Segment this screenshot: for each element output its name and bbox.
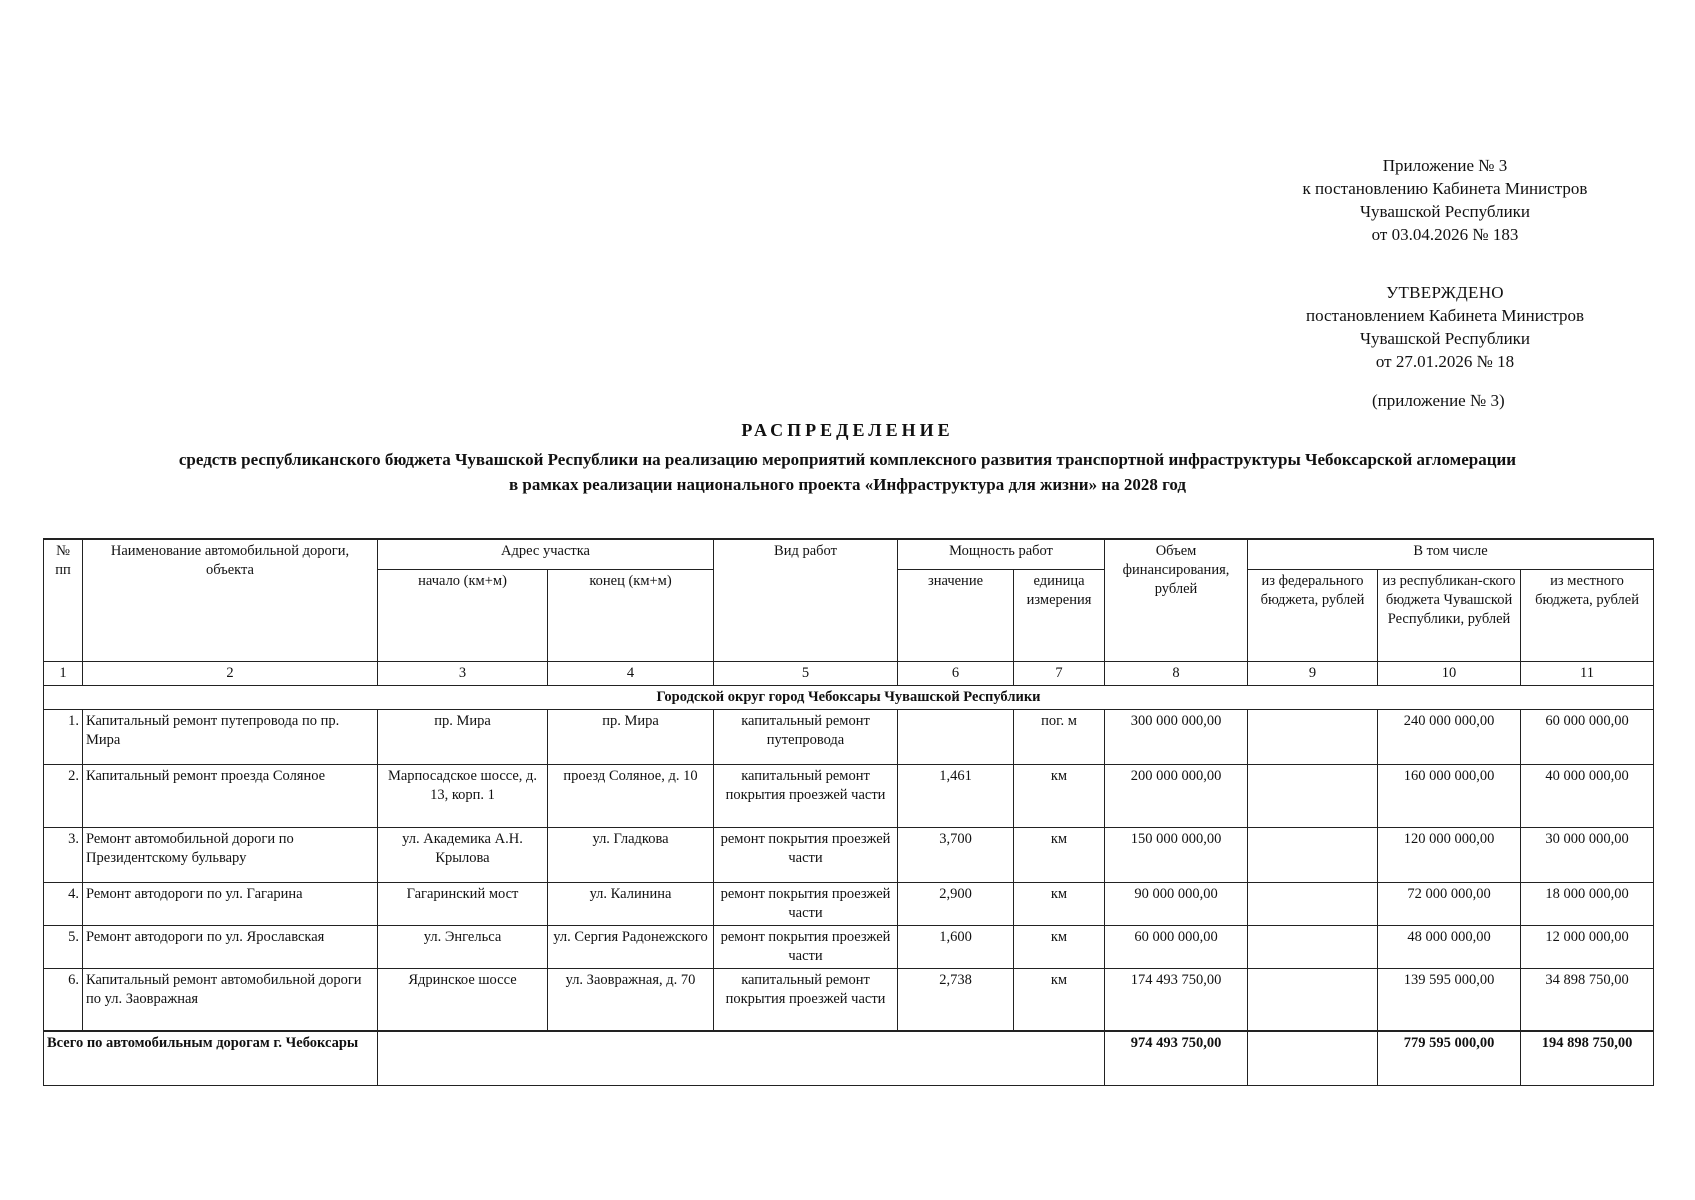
- row-federal: [1248, 968, 1378, 1031]
- row-local: 12 000 000,00: [1521, 925, 1654, 968]
- row-total: 300 000 000,00: [1105, 709, 1248, 764]
- row-unit: пог. м: [1014, 709, 1105, 764]
- column-number: 10: [1378, 661, 1521, 685]
- row-unit: км: [1014, 882, 1105, 925]
- header-republic: из республикан-ского бюджета Чувашской Республики, рублей: [1378, 569, 1521, 661]
- header-start: начало (км+м): [378, 569, 548, 661]
- header-federal: из федерального бюджета, рублей: [1248, 569, 1378, 661]
- row-start: Ядринское шоссе: [378, 968, 548, 1031]
- row-end: ул. Гладкова: [548, 827, 714, 882]
- column-number: 6: [898, 661, 1014, 685]
- appendix-line-1: Приложение № 3: [1382, 156, 1508, 175]
- row-value: 1,461: [898, 764, 1014, 827]
- row-end: ул. Калинина: [548, 882, 714, 925]
- column-number: 3: [378, 661, 548, 685]
- row-name: Капитальный ремонт проезда Соляное: [83, 764, 378, 827]
- document-subtitle-line-1: средств республиканского бюджета Чувашской Республики на реализацию мероприятий комплексного развития транспортной инфраструктуры Чебоксарской агломерации: [178, 450, 1517, 469]
- column-number: 2: [83, 661, 378, 685]
- row-value: [898, 709, 1014, 764]
- approved-block: [1285, 281, 1605, 373]
- document-title: РАСПРЕДЕЛЕНИЕ: [741, 420, 954, 440]
- column-number-row: [44, 661, 1654, 685]
- row-total: 90 000 000,00: [1105, 882, 1248, 925]
- column-number: 1: [44, 661, 83, 685]
- row-start: ул. Энгельса: [378, 925, 548, 968]
- row-local: 18 000 000,00: [1521, 882, 1654, 925]
- row-num: 4.: [44, 882, 83, 925]
- row-unit: км: [1014, 925, 1105, 968]
- row-total: 60 000 000,00: [1105, 925, 1248, 968]
- column-number: 11: [1521, 661, 1654, 685]
- row-republic: 160 000 000,00: [1378, 764, 1521, 827]
- header-funding: Объем финансирования, рублей: [1105, 539, 1248, 661]
- table-row: [44, 968, 1654, 1031]
- column-number: 5: [714, 661, 898, 685]
- row-republic: 139 595 000,00: [1378, 968, 1521, 1031]
- row-work: капитальный ремонт путепровода: [714, 709, 898, 764]
- appendix-line-2: к постановлению Кабинета Министров: [1302, 179, 1588, 198]
- row-republic: 120 000 000,00: [1378, 827, 1521, 882]
- approved-line-2: постановлением Кабинета Министров: [1305, 306, 1585, 325]
- row-work: ремонт покрытия проезжей части: [714, 882, 898, 925]
- row-republic: 72 000 000,00: [1378, 882, 1521, 925]
- header-local: из местного бюджета, рублей: [1521, 569, 1654, 661]
- appendix-line-4: от 03.04.2026 № 183: [1371, 225, 1519, 244]
- row-end: пр. Мира: [548, 709, 714, 764]
- row-end: проезд Соляное, д. 10: [548, 764, 714, 827]
- document-subtitle-line-2: в рамках реализации национального проекта «Инфраструктура для жизни» на 2028 год: [508, 475, 1187, 494]
- appendix-note: (приложение № 3): [1372, 391, 1505, 410]
- row-num: 6.: [44, 968, 83, 1031]
- header-address: Адрес участка: [378, 539, 714, 569]
- document-subtitle: [40, 447, 1655, 497]
- row-value: 2,900: [898, 882, 1014, 925]
- row-local: 34 898 750,00: [1521, 968, 1654, 1031]
- row-total: 200 000 000,00: [1105, 764, 1248, 827]
- row-work: капитальный ремонт покрытия проезжей части: [714, 764, 898, 827]
- column-number: 9: [1248, 661, 1378, 685]
- row-local: 60 000 000,00: [1521, 709, 1654, 764]
- table-row: [44, 827, 1654, 882]
- row-federal: [1248, 827, 1378, 882]
- budget-table: [43, 538, 1654, 1086]
- row-start: пр. Мира: [378, 709, 548, 764]
- row-republic: 48 000 000,00: [1378, 925, 1521, 968]
- row-name: Капитальный ремонт путепровода по пр. Мира: [83, 709, 378, 764]
- total-sum: 974 493 750,00: [1105, 1031, 1248, 1085]
- row-name: Капитальный ремонт автомобильной дороги по ул. Заовражная: [83, 968, 378, 1031]
- header-name: Наименование автомобильной дороги, объекта: [83, 539, 378, 661]
- row-federal: [1248, 764, 1378, 827]
- table-header-row-1: [44, 539, 1654, 569]
- row-republic: 240 000 000,00: [1378, 709, 1521, 764]
- row-start: Гагаринский мост: [378, 882, 548, 925]
- appendix-block: [1285, 154, 1605, 246]
- row-name: Ремонт автодороги по ул. Ярославская: [83, 925, 378, 968]
- row-value: 1,600: [898, 925, 1014, 968]
- row-num: 1.: [44, 709, 83, 764]
- row-federal: [1248, 882, 1378, 925]
- total-row: [44, 1031, 1654, 1085]
- row-federal: [1248, 925, 1378, 968]
- approved-line-4: от 27.01.2026 № 18: [1375, 352, 1515, 371]
- row-value: 2,738: [898, 968, 1014, 1031]
- row-num: 3.: [44, 827, 83, 882]
- row-local: 40 000 000,00: [1521, 764, 1654, 827]
- total-republic: 779 595 000,00: [1378, 1031, 1521, 1085]
- row-unit: км: [1014, 764, 1105, 827]
- district-name: Городской округ город Чебоксары Чувашской Республики: [44, 685, 1654, 709]
- row-value: 3,700: [898, 827, 1014, 882]
- row-work: капитальный ремонт покрытия проезжей части: [714, 968, 898, 1031]
- column-number: 7: [1014, 661, 1105, 685]
- table-row: [44, 882, 1654, 925]
- approved-line-3: Чувашской Республики: [1359, 329, 1531, 348]
- approved-line-1: УТВЕРЖДЕНО: [1386, 283, 1504, 302]
- total-federal: [1248, 1031, 1378, 1085]
- row-work: ремонт покрытия проезжей части: [714, 827, 898, 882]
- header-work-type: Вид работ: [714, 539, 898, 661]
- total-local: 194 898 750,00: [1521, 1031, 1654, 1085]
- header-including: В том числе: [1248, 539, 1654, 569]
- header-end: конец (км+м): [548, 569, 714, 661]
- column-number: 8: [1105, 661, 1248, 685]
- header-unit: единица измерения: [1014, 569, 1105, 661]
- row-num: 2.: [44, 764, 83, 827]
- row-num: 5.: [44, 925, 83, 968]
- header-capacity: Мощность работ: [898, 539, 1105, 569]
- row-start: Марпосадское шоссе, д. 13, корп. 1: [378, 764, 548, 827]
- total-label: Всего по автомобильным дорогам г. Чебоксары: [44, 1031, 378, 1085]
- appendix-line-3: Чувашской Республики: [1359, 202, 1531, 221]
- row-federal: [1248, 709, 1378, 764]
- row-name: Ремонт автомобильной дороги по Президентскому бульвару: [83, 827, 378, 882]
- header-num: № пп: [44, 539, 83, 661]
- row-total: 174 493 750,00: [1105, 968, 1248, 1031]
- table-row: [44, 925, 1654, 968]
- header-value: значение: [898, 569, 1014, 661]
- table-row: [44, 764, 1654, 827]
- district-row: [44, 685, 1654, 709]
- row-end: ул. Заовражная, д. 70: [548, 968, 714, 1031]
- row-work: ремонт покрытия проезжей части: [714, 925, 898, 968]
- row-end: ул. Сергия Радонежского: [548, 925, 714, 968]
- row-unit: км: [1014, 968, 1105, 1031]
- column-number: 4: [548, 661, 714, 685]
- row-local: 30 000 000,00: [1521, 827, 1654, 882]
- table-row: [44, 709, 1654, 764]
- row-start: ул. Академика А.Н. Крылова: [378, 827, 548, 882]
- row-unit: км: [1014, 827, 1105, 882]
- total-empty: [378, 1031, 1105, 1085]
- row-name: Ремонт автодороги по ул. Гагарина: [83, 882, 378, 925]
- row-total: 150 000 000,00: [1105, 827, 1248, 882]
